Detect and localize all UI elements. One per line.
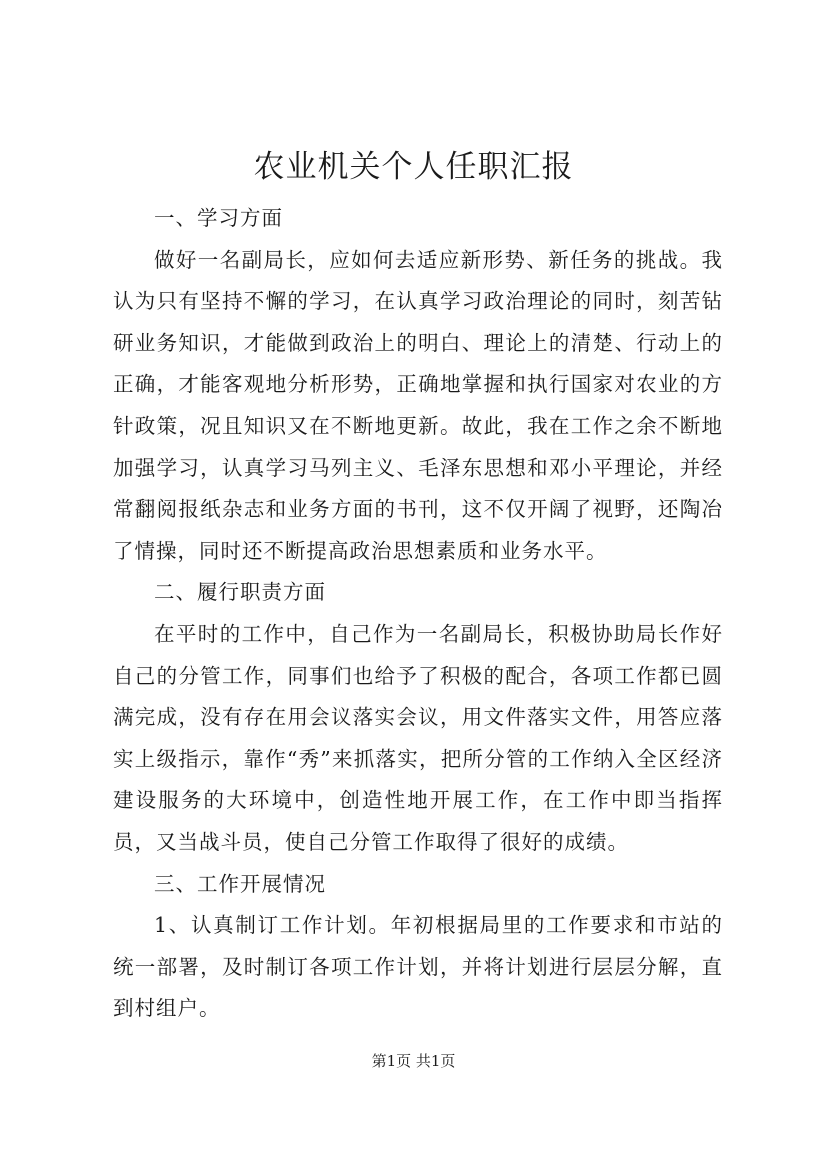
section-heading-duties: 二、履行职责方面 bbox=[154, 580, 326, 605]
section-heading-work: 三、工作开展情况 bbox=[154, 871, 326, 896]
document-body bbox=[113, 198, 723, 1030]
page-footer: 第1页 共1页 bbox=[371, 1052, 456, 1070]
paragraph-duties: 在平时的工作中，自己作为一名副局长，积极协助局长作好自己的分管工作，同事们也给予了积极的配合，各项工作都已圆满完成，没有存在用会议落实会议，用文件落实文件，用答应落实上级指示，靠作“秀”来抓落实，把所分管的工作纳入全区经济建设服务的大环境中，创造性地开展工作，在工作中即当指挥员，又当战斗员，使自己分管工作取得了很好的成绩。 bbox=[113, 621, 723, 854]
section-heading-study: 一、学习方面 bbox=[154, 206, 283, 230]
paragraph-study: 做好一名副局长，应如何去适应新形势、新任务的挑战。我认为只有坚持不懈的学习，在认真学习政治理论的同时，刻苦钻研业务知识，才能做到政治上的明白、理论上的清楚、行动上的正确，才能客观地分析形势，正确地掌握和执行国家对农业的方针政策，况且知识又在不断地更新。故此，我在工作之余不断地加强学习，认真学习马列主义、毛泽东思想和邓小平理论，并经常翻阅报纸杂志和业务方面的书刊，这不仅开阔了视野，还陶冶了情操，同时还不断提高政治思想素质和业务水平。 bbox=[113, 247, 723, 563]
paragraph-work-plan: 1、认真制订工作计划。年初根据局里的工作要求和市站的统一部署，及时制订各项工作计划，并将计划进行层层分解，直到村组户。 bbox=[113, 913, 723, 1021]
document-title: 农业机关个人任职汇报 bbox=[253, 149, 574, 185]
